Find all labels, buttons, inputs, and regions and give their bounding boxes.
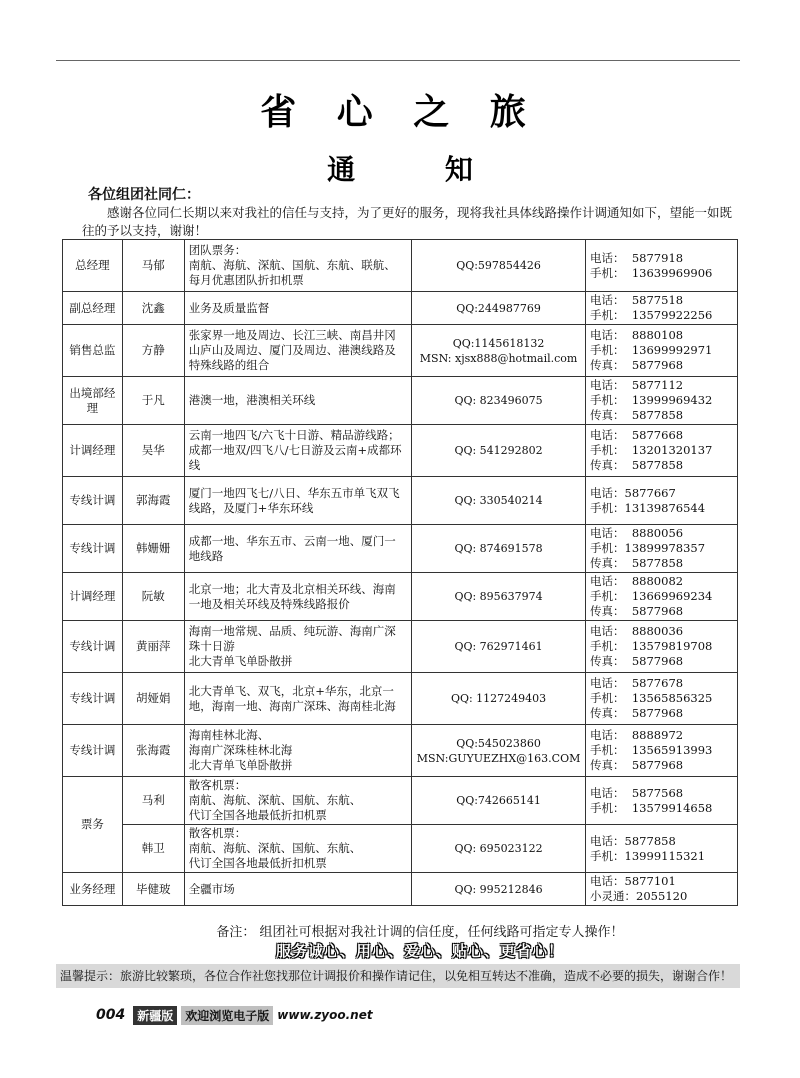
duty-line: 海南广深珠桂林北海 — [188, 743, 293, 757]
staff-contact-cell — [412, 825, 586, 873]
staff-row — [63, 621, 738, 673]
staff-title-cell: 副总经理 — [63, 292, 123, 325]
staff-row — [63, 673, 738, 725]
staff-duty-cell — [184, 525, 411, 573]
contact-line: QQ:244987769 — [456, 301, 541, 315]
staff-contact-cell — [412, 425, 586, 477]
phone-line: 电话： 5877518 — [590, 293, 684, 307]
staff-name-cell: 胡娅娟 — [122, 673, 184, 725]
remark-note: 备注： 组团社可根据对我社计调的信任度，任何线路可指定专人操作！ — [216, 925, 624, 940]
phone-line: 传真： 5877968 — [590, 358, 684, 372]
top-rule — [56, 60, 740, 61]
staff-duty-cell — [184, 573, 411, 621]
contact-line: MSN: xjsx888@hotmail.com — [419, 351, 578, 365]
staff-row — [63, 240, 738, 292]
phone-line: 手机： 13565913993 — [590, 743, 713, 757]
duty-line: 北京一地；北大青及北京相关环线、海南一地及相关环线及特殊线路报价 — [188, 581, 396, 611]
staff-phone-cell — [586, 377, 738, 425]
phone-line: 电话：5877667 — [590, 485, 676, 500]
staff-title-cell: 总经理 — [63, 240, 123, 292]
duty-line: 港澳一地，港澳相关环线 — [188, 393, 316, 407]
staff-duty-cell — [184, 377, 411, 425]
contact-line: QQ: 762971461 — [454, 640, 543, 653]
staff-duty-cell — [184, 673, 411, 725]
contact-line: QQ:597854426 — [456, 259, 541, 272]
phone-line: 电话： 5877678 — [590, 676, 684, 690]
duty-line: 北大青单飞、双飞，北京+华东，北京一地，海南一地、海南广深珠、海南桂北海 — [188, 683, 396, 713]
staff-name-cell: 吴华 — [122, 425, 184, 477]
staff-title-cell: 票务 — [63, 777, 123, 873]
staff-name-cell: 阮敏 — [122, 573, 184, 621]
staff-duty-cell — [184, 621, 411, 673]
staff-contact-cell — [412, 240, 586, 292]
warm-tip-bar — [56, 964, 740, 988]
salutation: 各位组团社同仁： — [88, 187, 200, 203]
staff-phone-cell — [586, 425, 738, 477]
phone-line: 手机： 13669969234 — [590, 589, 713, 603]
staff-name-cell: 韩卫 — [122, 825, 184, 873]
staff-phone-cell — [586, 325, 738, 377]
staff-name-cell: 方静 — [122, 325, 184, 377]
phone-line: 手机： 13565856325 — [590, 691, 713, 705]
staff-name-cell: 韩姗姗 — [122, 525, 184, 573]
phone-line: 电话： 8880082 — [590, 574, 684, 588]
contact-line: QQ: 1127249403 — [450, 692, 547, 705]
staff-title-cell: 销售总监 — [63, 325, 123, 377]
staff-row — [63, 825, 738, 873]
edition-badge: 新疆版 — [133, 1006, 177, 1025]
phone-line: 电话： 8880108 — [590, 328, 684, 342]
contact-line: QQ: 330540214 — [454, 494, 543, 507]
staff-phone-cell — [586, 477, 738, 525]
duty-line: 海南一地常规、品质、纯玩游、海南广深珠十日游 — [188, 624, 396, 653]
phone-line: 电话：5877858 — [590, 833, 676, 848]
contact-line: QQ: 995212846 — [454, 882, 543, 896]
phone-line: 传真： 5877968 — [590, 654, 684, 668]
phone-line: 手机：13139876544 — [590, 500, 706, 515]
duty-line: 业务及质量监督 — [188, 300, 270, 315]
duty-line: 团队票务： — [188, 243, 247, 257]
staff-name-cell: 沈鑫 — [122, 292, 184, 325]
duty-line: 北大青单飞单卧散拼 — [188, 654, 293, 668]
staff-duty-cell — [184, 725, 411, 777]
duty-line: 南航、海航、深航、国航、东航、 — [188, 793, 362, 807]
phone-line: 手机： 13579922256 — [590, 308, 713, 322]
phone-line: 手机： 13579819708 — [590, 639, 713, 653]
staff-phone-cell — [586, 673, 738, 725]
welcome-text: 欢迎浏览电子版 — [181, 1006, 273, 1025]
contact-line: QQ:1145618132 — [452, 336, 545, 350]
staff-duty-cell — [184, 873, 411, 906]
phone-line: 电话： 5877568 — [590, 785, 684, 800]
staff-phone-cell — [586, 292, 738, 325]
staff-row — [63, 292, 738, 325]
duty-line: 散客机票： — [188, 778, 247, 792]
staff-phone-cell — [586, 240, 738, 292]
staff-name-cell: 黄丽萍 — [122, 621, 184, 673]
staff-duty-cell — [184, 825, 411, 873]
staff-title-cell: 计调经理 — [63, 425, 123, 477]
staff-title-cell: 专线计调 — [63, 621, 123, 673]
duty-line: 散客机票： — [188, 826, 247, 840]
duty-line: 南航、海航、深航、国航、东航、 — [188, 841, 362, 855]
staff-title-cell: 专线计调 — [63, 673, 123, 725]
staff-row — [63, 725, 738, 777]
staff-title-cell: 专线计调 — [63, 477, 123, 525]
phone-line: 电话： 8880036 — [590, 624, 684, 638]
staff-row — [63, 477, 738, 525]
phone-line: 电话： 5877668 — [590, 428, 684, 442]
phone-line: 传真： 5877968 — [590, 758, 684, 772]
phone-line: 传真： 5877968 — [590, 706, 684, 720]
contact-line: MSN:GUYUEZHX@163.COM — [416, 751, 581, 765]
phone-line: 传真： 5877858 — [590, 408, 684, 422]
warm-tip-text: 温馨提示：旅游比较繁琐，各位合作社您找那位计调报价和操作请记住，以免相互转达不准确，造成不必要的损失，谢谢合作！ — [60, 969, 733, 983]
staff-title-cell: 专线计调 — [63, 725, 123, 777]
contact-line: QQ: 695023122 — [454, 842, 543, 855]
staff-contact-cell — [412, 873, 586, 906]
phone-line: 手机：13999115321 — [590, 848, 706, 863]
staff-contact-cell — [412, 573, 586, 621]
phone-line: 传真： 5877858 — [590, 458, 684, 472]
phone-line: 手机： 13699992971 — [590, 343, 713, 357]
duty-line: 南航、海航、深航、国航、东航、联航、每月优惠团队折扣机票 — [188, 258, 396, 287]
staff-row — [63, 873, 738, 906]
phone-line: 电话： 8888972 — [590, 728, 684, 742]
staff-name-cell: 马郁 — [122, 240, 184, 292]
staff-row — [63, 325, 738, 377]
staff-duty-cell — [184, 425, 411, 477]
phone-line: 电话： 5877112 — [590, 378, 684, 392]
staff-phone-cell — [586, 573, 738, 621]
staff-contact-cell — [412, 777, 586, 825]
staff-contact-cell — [412, 725, 586, 777]
staff-title-cell: 专线计调 — [63, 525, 123, 573]
intro-paragraph: 感谢各位同仁长期以来对我社的信任与支持，为了更好的服务，现将我社具体线路操作计调通知如下，望能一如既往的予以支持，谢谢！ — [82, 205, 733, 238]
staff-contact-cell — [412, 477, 586, 525]
staff-phone-cell — [586, 825, 738, 873]
phone-line: 传真： 5877968 — [590, 604, 684, 618]
phone-line: 小灵通：2055120 — [590, 889, 688, 903]
contact-line: QQ:545023860 — [456, 736, 541, 750]
staff-table-body — [63, 240, 738, 906]
staff-title-cell: 计调经理 — [63, 573, 123, 621]
staff-table — [62, 239, 738, 906]
staff-name-cell: 毕健玻 — [122, 873, 184, 906]
duty-line: 海南桂林北海、 — [188, 728, 270, 742]
contact-line: QQ:742665141 — [456, 794, 541, 807]
phone-line: 电话： 5877918 — [590, 250, 684, 265]
phone-line: 手机： 13639969906 — [590, 265, 713, 280]
staff-duty-cell — [184, 325, 411, 377]
staff-contact-cell — [412, 525, 586, 573]
staff-duty-cell — [184, 240, 411, 292]
staff-contact-cell — [412, 621, 586, 673]
staff-name-cell: 马利 — [122, 777, 184, 825]
website-link[interactable]: www.zyoo.net — [277, 1008, 373, 1022]
page-title: 省 心 之 旅 — [260, 92, 540, 133]
staff-row — [63, 377, 738, 425]
staff-row — [63, 777, 738, 825]
staff-contact-cell — [412, 377, 586, 425]
duty-line: 代订全国各地最低折扣机票 — [188, 808, 327, 822]
page-number: 004 — [96, 1007, 126, 1023]
staff-duty-cell — [184, 477, 411, 525]
service-slogan: 服务诚心、用心、爱心、贴心、更省心！ — [275, 942, 564, 960]
staff-row — [63, 425, 738, 477]
staff-phone-cell — [586, 873, 738, 906]
staff-phone-cell — [586, 777, 738, 825]
duty-line: 代订全国各地最低折扣机票 — [188, 856, 327, 870]
page-footer — [96, 1006, 373, 1024]
phone-line: 手机：13899978357 — [590, 541, 706, 555]
phone-line: 电话： 8880056 — [590, 526, 684, 540]
phone-line: 手机： 13579914658 — [590, 800, 713, 815]
staff-row — [63, 573, 738, 621]
staff-name-cell: 张海霞 — [122, 725, 184, 777]
staff-phone-cell — [586, 725, 738, 777]
contact-line: QQ: 895637974 — [454, 590, 543, 603]
notice-heading: 通 知 — [327, 153, 513, 186]
phone-line: 手机： 13201320137 — [590, 443, 713, 457]
duty-line: 张家界一地及周边、长江三峡、南昌井冈山庐山及周边、厦门及周边、港澳线路及特殊线路的组合 — [188, 328, 396, 372]
staff-duty-cell — [184, 292, 411, 325]
staff-phone-cell — [586, 525, 738, 573]
phone-line: 手机： 13999969432 — [590, 393, 713, 407]
duty-line: 厦门一地四飞七/八日、华东五市单飞双飞线路，及厦门+华东环线 — [188, 485, 400, 515]
staff-row — [63, 525, 738, 573]
staff-title-cell: 业务经理 — [63, 873, 123, 906]
staff-contact-cell — [412, 673, 586, 725]
staff-title-cell: 出境部经理 — [63, 377, 123, 425]
phone-line: 电话：5877101 — [590, 874, 676, 888]
staff-name-cell: 于凡 — [122, 377, 184, 425]
contact-line: QQ: 823496075 — [454, 394, 543, 407]
duty-line: 北大青单飞单卧散拼 — [188, 758, 293, 772]
staff-contact-cell — [412, 325, 586, 377]
contact-line: QQ: 541292802 — [454, 444, 543, 457]
phone-line: 传真： 5877858 — [590, 556, 684, 570]
staff-contact-cell — [412, 292, 586, 325]
staff-name-cell: 郭海霞 — [122, 477, 184, 525]
duty-line: 成都一地、华东五市、云南一地、厦门一地线路 — [188, 533, 396, 563]
contact-line: QQ: 874691578 — [454, 542, 543, 555]
duty-line: 云南一地四飞/六飞十日游、精品游线路；成都一地双/四飞八/七日游及云南+成都环线 — [188, 428, 402, 472]
staff-phone-cell — [586, 621, 738, 673]
duty-line: 全疆市场 — [188, 881, 235, 896]
staff-duty-cell — [184, 777, 411, 825]
